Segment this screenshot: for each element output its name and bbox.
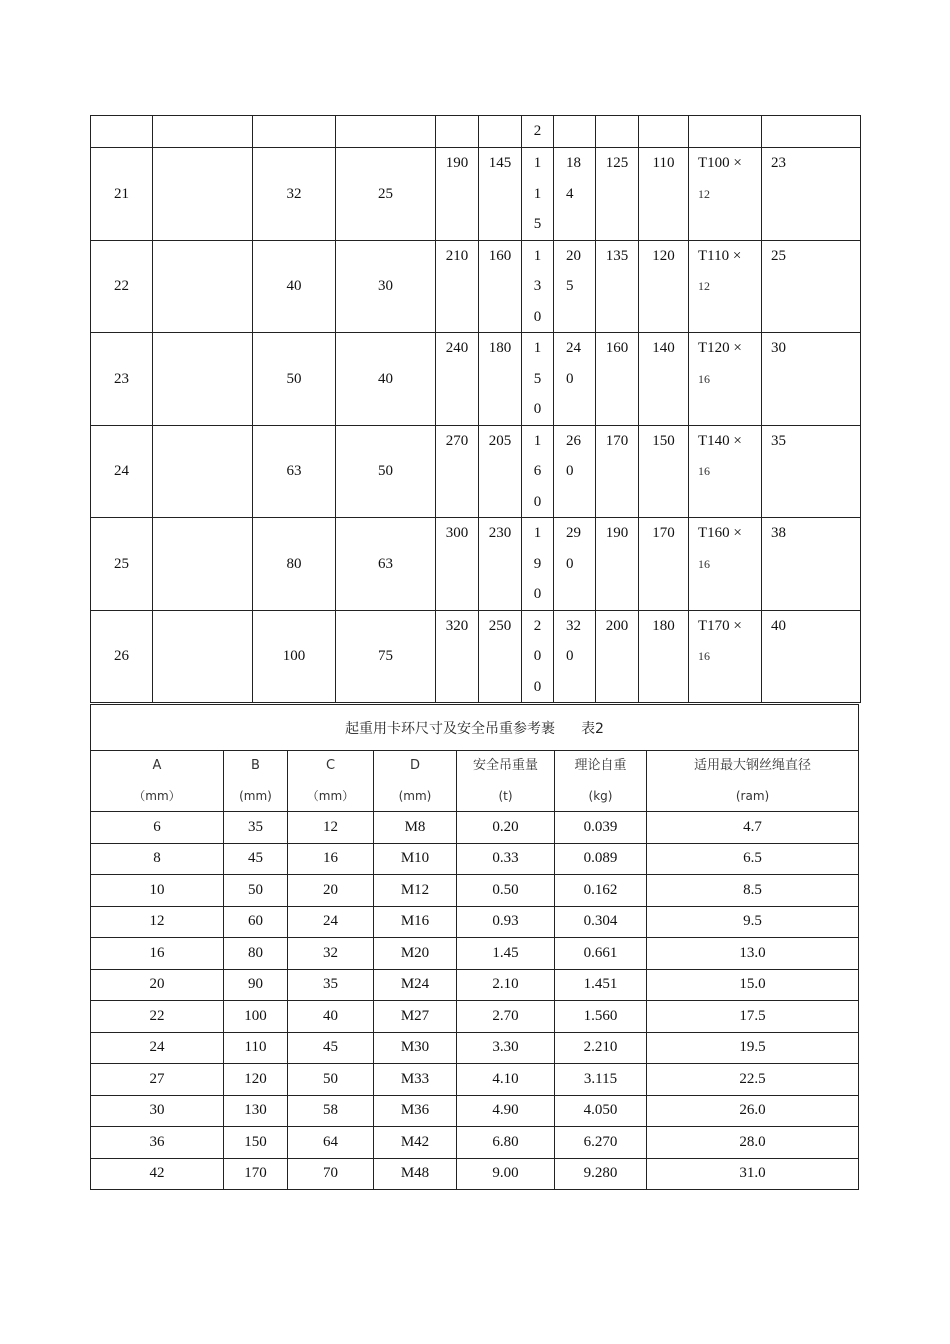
value-cell: 170 xyxy=(596,425,639,518)
table-cell: 6 xyxy=(91,812,224,844)
stacked-digit: 5 xyxy=(533,216,542,232)
table-cell: 9.280 xyxy=(555,1158,647,1190)
column-header-unit: （mm） xyxy=(306,789,355,803)
table-cell: 50 xyxy=(224,875,288,907)
row-number-cell: 23 xyxy=(91,333,153,426)
wrapped-part: 4 xyxy=(566,185,574,202)
table-cell: 30 xyxy=(91,1095,224,1127)
thread-sub: 16 xyxy=(698,464,710,478)
wrapped-part: 32 xyxy=(566,617,581,634)
wrapped-part: 0 xyxy=(566,463,574,479)
value-cell: 25 xyxy=(336,148,436,241)
stacked-digit: 1 xyxy=(533,185,542,202)
value-cell: 160 xyxy=(596,333,639,426)
table-cell: 8 xyxy=(91,843,224,875)
wrapped-part: 29 xyxy=(566,525,581,541)
value-cell: 30 xyxy=(762,333,861,426)
table-cell: 8.5 xyxy=(647,875,859,907)
table-cell: 28.0 xyxy=(647,1127,859,1159)
table-cell: 100 xyxy=(224,1001,288,1033)
table-cell: 35 xyxy=(224,812,288,844)
table-cell: 16 xyxy=(91,938,224,970)
thread-sub: 16 xyxy=(698,371,710,386)
table-cell: 16 xyxy=(288,843,374,875)
value-cell: 80 xyxy=(253,518,336,611)
table-row-partial xyxy=(91,116,861,148)
table-cell: 4.10 xyxy=(457,1064,555,1096)
table-cell: 2.70 xyxy=(457,1001,555,1033)
value-cell: 200 xyxy=(596,610,639,703)
stacked-digit: 6 xyxy=(533,463,542,479)
value-cell: 63 xyxy=(253,425,336,518)
value-cell: 190 xyxy=(436,148,479,241)
table-row xyxy=(91,148,861,241)
column-header-name: C xyxy=(325,758,336,773)
table-cell: 20 xyxy=(288,875,374,907)
value-cell: 135 xyxy=(596,240,639,333)
column-header xyxy=(91,751,224,812)
value-cell: 250 xyxy=(479,610,522,703)
table-cell: M42 xyxy=(374,1127,457,1159)
table-cell: 19.5 xyxy=(647,1032,859,1064)
thread-sub: 16 xyxy=(698,556,710,571)
table-cell: 24 xyxy=(91,1032,224,1064)
table-row xyxy=(91,1064,859,1096)
table-cell: 4.050 xyxy=(555,1095,647,1127)
dimension-table-continued xyxy=(90,115,861,703)
table-caption-tag: 表2 xyxy=(581,720,604,737)
value-cell: 230 xyxy=(479,518,522,611)
table-cell: 0.162 xyxy=(555,875,647,907)
stacked-digit-cell xyxy=(522,148,554,241)
table-cell: 0.93 xyxy=(457,906,555,938)
value-cell: 205 xyxy=(479,425,522,518)
value-cell: 240 xyxy=(436,333,479,426)
stacked-digit-cell xyxy=(522,333,554,426)
table-cell: 6.5 xyxy=(647,843,859,875)
wrapped-value-cell xyxy=(554,425,596,518)
thread-spec-cell xyxy=(689,240,762,333)
table-cell: M48 xyxy=(374,1158,457,1190)
table-cell: 1.451 xyxy=(555,969,647,1001)
table-cell: 10 xyxy=(91,875,224,907)
column-header xyxy=(457,751,555,812)
table-cell: M12 xyxy=(374,875,457,907)
table-cell: M8 xyxy=(374,812,457,844)
thread-spec-cell xyxy=(689,148,762,241)
stacked-digit-cell xyxy=(522,425,554,518)
value-cell: 32 xyxy=(253,148,336,241)
value-cell: 23 xyxy=(762,148,861,241)
thread-main: T140 × xyxy=(698,432,742,449)
wrapped-part: 5 xyxy=(566,278,574,294)
stacked-digit: 2 xyxy=(533,617,542,634)
column-header xyxy=(647,751,859,812)
value-cell: 300 xyxy=(436,518,479,611)
thread-spec-cell xyxy=(689,333,762,426)
table-cell: 6.270 xyxy=(555,1127,647,1159)
table-header-row xyxy=(91,751,859,812)
table-cell: M30 xyxy=(374,1032,457,1064)
value-cell: 110 xyxy=(639,148,689,241)
table-cell: M20 xyxy=(374,938,457,970)
wrapped-value-cell xyxy=(554,333,596,426)
table-cell: 2.210 xyxy=(555,1032,647,1064)
table-cell: 24 xyxy=(288,906,374,938)
stacked-digit: 1 xyxy=(533,432,542,449)
wrapped-part: 20 xyxy=(566,247,581,264)
table-cell: 40 xyxy=(288,1001,374,1033)
table-cell: 31.0 xyxy=(647,1158,859,1190)
value-cell: 120 xyxy=(639,240,689,333)
value-cell: 35 xyxy=(762,425,861,518)
table-cell: 15.0 xyxy=(647,969,859,1001)
value-cell: 150 xyxy=(639,425,689,518)
table-cell: 58 xyxy=(288,1095,374,1127)
table-cell: M24 xyxy=(374,969,457,1001)
table-cell: 0.33 xyxy=(457,843,555,875)
value-cell: 40 xyxy=(253,240,336,333)
table-cell: 12 xyxy=(91,906,224,938)
empty-cell xyxy=(153,148,253,241)
table-row xyxy=(91,843,859,875)
value-cell: 30 xyxy=(336,240,436,333)
table-row xyxy=(91,1001,859,1033)
value-cell: 170 xyxy=(639,518,689,611)
thread-sub: 12 xyxy=(698,279,710,293)
value-cell: 180 xyxy=(479,333,522,426)
column-header-unit: (mm) xyxy=(239,789,272,803)
empty-cell xyxy=(153,425,253,518)
table-cell: 90 xyxy=(224,969,288,1001)
table-cell: 27 xyxy=(91,1064,224,1096)
column-header-unit: （mm） xyxy=(133,789,181,803)
partial-cell: 2 xyxy=(522,116,554,148)
table-cell: 45 xyxy=(224,843,288,875)
stacked-digit: 1 xyxy=(533,340,542,356)
value-cell: 75 xyxy=(336,610,436,703)
stacked-digit-cell xyxy=(522,610,554,703)
table-cell: 36 xyxy=(91,1127,224,1159)
value-cell: 270 xyxy=(436,425,479,518)
empty-cell xyxy=(153,518,253,611)
table-cell: 12 xyxy=(288,812,374,844)
wrapped-value-cell xyxy=(554,610,596,703)
table-row xyxy=(91,610,861,703)
table-caption: 起重用卡环尺寸及安全吊重参考裹 xyxy=(345,720,556,737)
column-header-name: 安全吊重量 xyxy=(472,758,538,773)
thread-main: T100 × xyxy=(698,155,742,171)
table-cell: 32 xyxy=(288,938,374,970)
table-row xyxy=(91,425,861,518)
stacked-digit: 0 xyxy=(533,308,542,325)
table-row xyxy=(91,938,859,970)
table-cell: M27 xyxy=(374,1001,457,1033)
column-header xyxy=(374,751,457,812)
row-number-cell: 26 xyxy=(91,610,153,703)
stacked-digit: 1 xyxy=(533,247,542,264)
table-cell: 3.30 xyxy=(457,1032,555,1064)
column-header xyxy=(288,751,374,812)
wrapped-part: 26 xyxy=(566,432,581,449)
value-cell: 145 xyxy=(479,148,522,241)
shackle-reference-table xyxy=(90,704,859,1190)
column-header-name: 适用最大钢丝绳直径 xyxy=(694,758,812,773)
value-cell: 63 xyxy=(336,518,436,611)
stacked-digit: 0 xyxy=(533,493,542,510)
stacked-digit: 1 xyxy=(533,525,542,541)
wrapped-value-cell xyxy=(554,240,596,333)
value-cell: 190 xyxy=(596,518,639,611)
table-cell: 0.039 xyxy=(555,812,647,844)
value-cell: 38 xyxy=(762,518,861,611)
column-header-unit: (mm) xyxy=(398,789,432,803)
value-cell: 40 xyxy=(762,610,861,703)
value-cell: 140 xyxy=(639,333,689,426)
empty-cell xyxy=(153,333,253,426)
table-cell: 9.5 xyxy=(647,906,859,938)
table-cell: 45 xyxy=(288,1032,374,1064)
table-cell: 26.0 xyxy=(647,1095,859,1127)
thread-main: T170 × xyxy=(698,617,742,634)
table-cell: M36 xyxy=(374,1095,457,1127)
table-cell: 4.7 xyxy=(647,812,859,844)
row-number-cell: 25 xyxy=(91,518,153,611)
wrapped-value-cell xyxy=(554,148,596,241)
table-cell: M16 xyxy=(374,906,457,938)
column-header-unit: (t) xyxy=(498,789,513,803)
table-cell: 0.304 xyxy=(555,906,647,938)
table-row xyxy=(91,812,859,844)
value-cell: 160 xyxy=(479,240,522,333)
table-cell: 0.50 xyxy=(457,875,555,907)
empty-cell xyxy=(153,610,253,703)
row-number-cell: 22 xyxy=(91,240,153,333)
column-header-name: B xyxy=(251,758,260,773)
thread-spec-cell xyxy=(689,610,762,703)
wrapped-value-cell xyxy=(554,518,596,611)
stacked-digit: 0 xyxy=(533,648,542,664)
table-cell: 170 xyxy=(224,1158,288,1190)
table-cell: 9.00 xyxy=(457,1158,555,1190)
table-cell: 0.661 xyxy=(555,938,647,970)
table-cell: 22 xyxy=(91,1001,224,1033)
table-row xyxy=(91,906,859,938)
table-cell: 130 xyxy=(224,1095,288,1127)
table-row xyxy=(91,875,859,907)
wrapped-part: 18 xyxy=(566,155,581,171)
table-row xyxy=(91,333,861,426)
thread-spec-cell xyxy=(689,518,762,611)
table-cell: 20 xyxy=(91,969,224,1001)
table-cell: 2.10 xyxy=(457,969,555,1001)
table-cell: 17.5 xyxy=(647,1001,859,1033)
table-row xyxy=(91,969,859,1001)
table-cell: 50 xyxy=(288,1064,374,1096)
column-header xyxy=(224,751,288,812)
thread-main: T110 × xyxy=(698,247,742,264)
stacked-digit: 3 xyxy=(533,278,542,294)
table-cell: 64 xyxy=(288,1127,374,1159)
table-cell: 120 xyxy=(224,1064,288,1096)
wrapped-part: 0 xyxy=(566,555,574,572)
table-cell: 35 xyxy=(288,969,374,1001)
table-row xyxy=(91,1095,859,1127)
stacked-digit: 5 xyxy=(533,370,542,387)
value-cell: 210 xyxy=(436,240,479,333)
value-cell: 125 xyxy=(596,148,639,241)
table-caption-row xyxy=(91,705,859,751)
stacked-digit-cell xyxy=(522,518,554,611)
table-cell: 3.115 xyxy=(555,1064,647,1096)
thread-spec-cell xyxy=(689,425,762,518)
row-number-cell: 24 xyxy=(91,425,153,518)
table-row xyxy=(91,1158,859,1190)
table-cell: 0.089 xyxy=(555,843,647,875)
table-cell: 150 xyxy=(224,1127,288,1159)
stacked-digit: 9 xyxy=(533,555,542,572)
stacked-digit: 0 xyxy=(533,678,542,695)
table-cell: 0.20 xyxy=(457,812,555,844)
empty-cell xyxy=(153,240,253,333)
table-cell: 42 xyxy=(91,1158,224,1190)
column-header xyxy=(555,751,647,812)
stacked-digit: 0 xyxy=(533,401,542,417)
value-cell: 25 xyxy=(762,240,861,333)
table-row xyxy=(91,240,861,333)
thread-sub: 12 xyxy=(698,186,710,201)
stacked-digit: 1 xyxy=(533,155,542,171)
table-cell: 60 xyxy=(224,906,288,938)
value-cell: 100 xyxy=(253,610,336,703)
table-cell: 80 xyxy=(224,938,288,970)
table-cell: 6.80 xyxy=(457,1127,555,1159)
value-cell: 180 xyxy=(639,610,689,703)
thread-sub: 16 xyxy=(698,649,710,663)
table-cell: 13.0 xyxy=(647,938,859,970)
table-cell: 4.90 xyxy=(457,1095,555,1127)
column-header-name: 理论自重 xyxy=(574,758,627,773)
stacked-digit-cell xyxy=(522,240,554,333)
table-row xyxy=(91,518,861,611)
table-cell: 70 xyxy=(288,1158,374,1190)
table-cell: M33 xyxy=(374,1064,457,1096)
value-cell: 40 xyxy=(336,333,436,426)
thread-main: T160 × xyxy=(698,525,742,541)
wrapped-part: 24 xyxy=(566,340,581,356)
wrapped-part: 0 xyxy=(566,648,574,664)
column-header-name: A xyxy=(152,758,162,773)
table-cell: 1.45 xyxy=(457,938,555,970)
value-cell: 50 xyxy=(336,425,436,518)
table-row xyxy=(91,1127,859,1159)
table-row xyxy=(91,1032,859,1064)
column-header-unit: (kg) xyxy=(588,789,613,803)
table-cell: 22.5 xyxy=(647,1064,859,1096)
table-cell: M10 xyxy=(374,843,457,875)
row-number-cell: 21 xyxy=(91,148,153,241)
thread-main: T120 × xyxy=(698,340,742,356)
table-cell: 1.560 xyxy=(555,1001,647,1033)
column-header-name: D xyxy=(409,758,420,773)
wrapped-part: 0 xyxy=(566,370,574,387)
value-cell: 320 xyxy=(436,610,479,703)
value-cell: 50 xyxy=(253,333,336,426)
column-header-unit: (ram) xyxy=(735,789,770,803)
table-cell: 110 xyxy=(224,1032,288,1064)
stacked-digit: 0 xyxy=(533,586,542,602)
